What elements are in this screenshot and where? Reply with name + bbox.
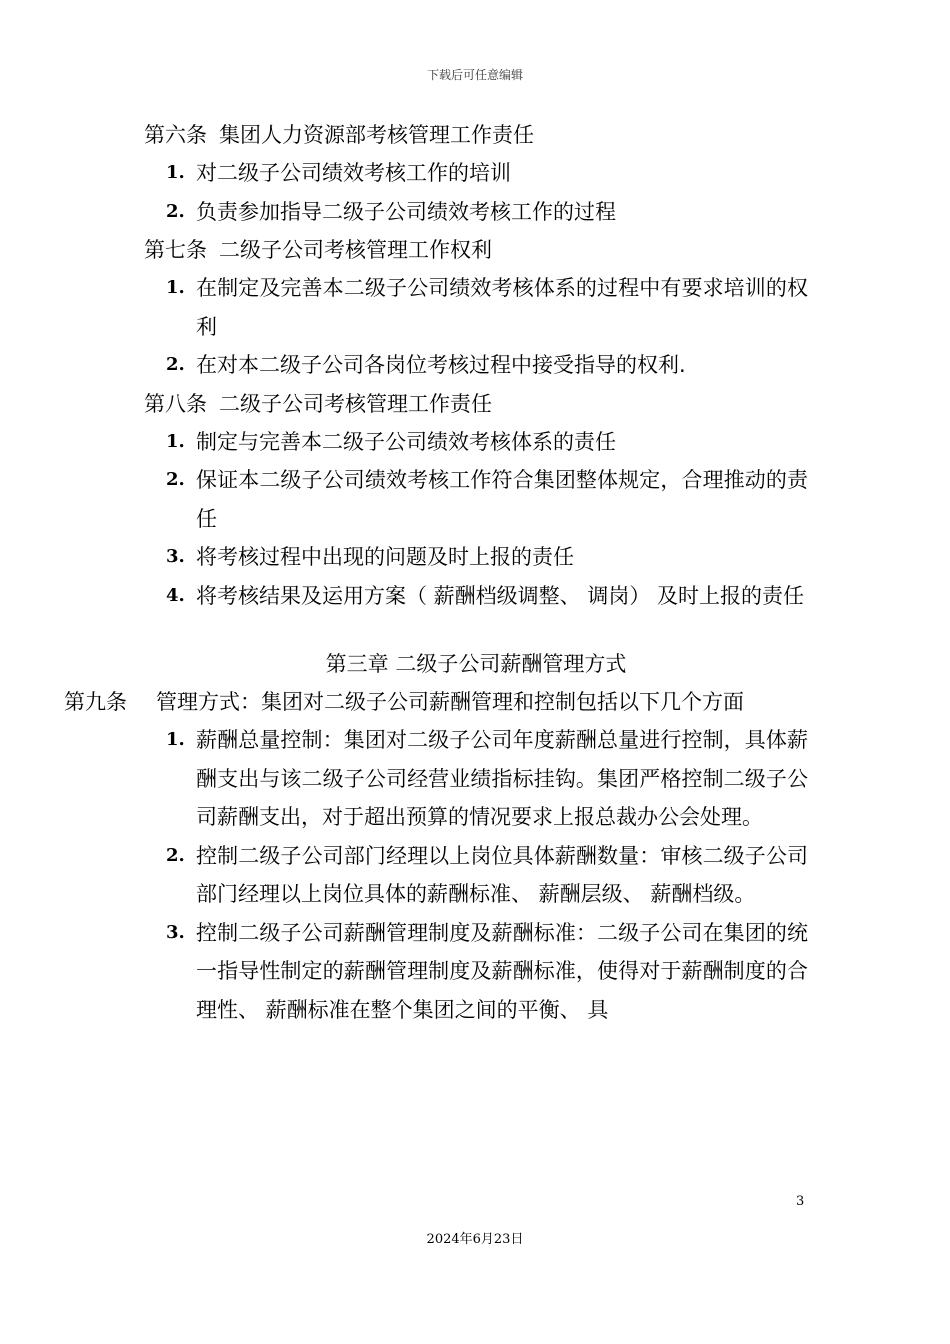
article-7-heading: [144, 231, 808, 269]
list-item-number: 1.: [166, 277, 185, 298]
list-item: [144, 346, 808, 385]
list-item-number: 1.: [166, 430, 185, 452]
list-item: [144, 193, 808, 232]
list-item-number: 3.: [166, 921, 185, 943]
chapter-3-title: 第三章 二级子公司薪酬管理方式: [325, 652, 627, 676]
list-item-number: 2.: [166, 354, 185, 375]
list-item-text: 薪酬总量控制：集团对二级子公司年度薪酬总量进行控制，具体薪酬支出与该二级子公司经营业绩指标挂钩。集团严格控制二级子公司薪酬支出，对于超出预算的情况要求上报总裁办公会处理。: [196, 728, 808, 829]
list-item-text: 控制二级子公司部门经理以上岗位具体薪酬数量：审核二级子公司部门经理以上岗位具体的薪酬标准、 薪酬层级、 薪酬档级。: [196, 843, 808, 906]
list-item: [144, 837, 808, 914]
list-item: [144, 914, 808, 1030]
article-6-label: 第六条: [144, 123, 207, 147]
article-8-label: 第八条: [144, 391, 207, 416]
article-9-heading: 第九条 管理方式：集团对二级子公司薪酬管理和控制包括以下几个方面: [64, 690, 744, 714]
article-8-title: 二级子公司考核管理工作责任: [219, 391, 492, 416]
article-6-list: [144, 154, 808, 231]
list-item-text: 将考核过程中出现的问题及时上报的责任: [196, 545, 574, 569]
list-item-text: 控制二级子公司薪酬管理制度及薪酬标准：二级子公司在集团的统一指导性制定的薪酬管理制度及薪酬标准，使得对于薪酬制度的合理性、 薪酬标准在整个集团之间的平衡、 具: [196, 920, 808, 1022]
list-item-number: 2.: [166, 469, 185, 490]
list-item-number: 2.: [166, 844, 185, 866]
article-7-label: 第七条: [144, 238, 207, 262]
list-item-number: 2.: [166, 200, 185, 222]
list-item: [144, 461, 808, 538]
list-item-text: 将考核结果及运用方案（ 薪酬档级调整、 调岗） 及时上报的责任: [196, 583, 805, 608]
list-item: [144, 269, 808, 346]
page-header-note: 下载后可任意编辑: [426, 68, 523, 82]
article-6-heading: [144, 116, 808, 154]
list-item-text: 保证本二级子公司绩效考核工作符合集团整体规定，合理推动的责任: [196, 468, 808, 531]
list-item-number: 3.: [166, 546, 185, 567]
list-item: [144, 721, 808, 837]
footer-date: 2024年6月23日: [426, 1232, 524, 1247]
list-item: [144, 423, 808, 462]
list-item: [144, 154, 808, 193]
page-number: 3: [796, 1194, 805, 1209]
list-item: [144, 577, 808, 616]
article-9-title: 管理方式：集团对二级子公司薪酬管理和控制包括以下几个方面: [156, 690, 744, 714]
list-item-number: 1.: [166, 729, 185, 750]
list-item-text: 负责参加指导二级子公司绩效考核工作的过程: [196, 199, 616, 224]
list-item-text: 制定与完善本二级子公司绩效考核体系的责任: [196, 429, 616, 454]
document-body: [64, 116, 808, 1029]
list-item-number: 4.: [166, 584, 185, 606]
list-item: [144, 538, 808, 577]
article-7-list: [144, 269, 808, 385]
article-8-list: [144, 423, 808, 616]
list-item-text: 在制定及完善本二级子公司绩效考核体系的过程中有要求培训的权利: [196, 276, 808, 339]
list-item-text: 对二级子公司绩效考核工作的培训: [196, 161, 511, 185]
list-item-number: 1.: [166, 162, 185, 183]
article-7-title: 二级子公司考核管理工作权利: [219, 238, 492, 262]
list-item-text: 在对本二级子公司各岗位考核过程中接受指导的权利.: [196, 353, 686, 377]
article-9-list: [144, 721, 808, 1029]
article-6-title: 集团人力资源部考核管理工作责任: [219, 123, 534, 147]
article-8-heading: [144, 385, 808, 423]
